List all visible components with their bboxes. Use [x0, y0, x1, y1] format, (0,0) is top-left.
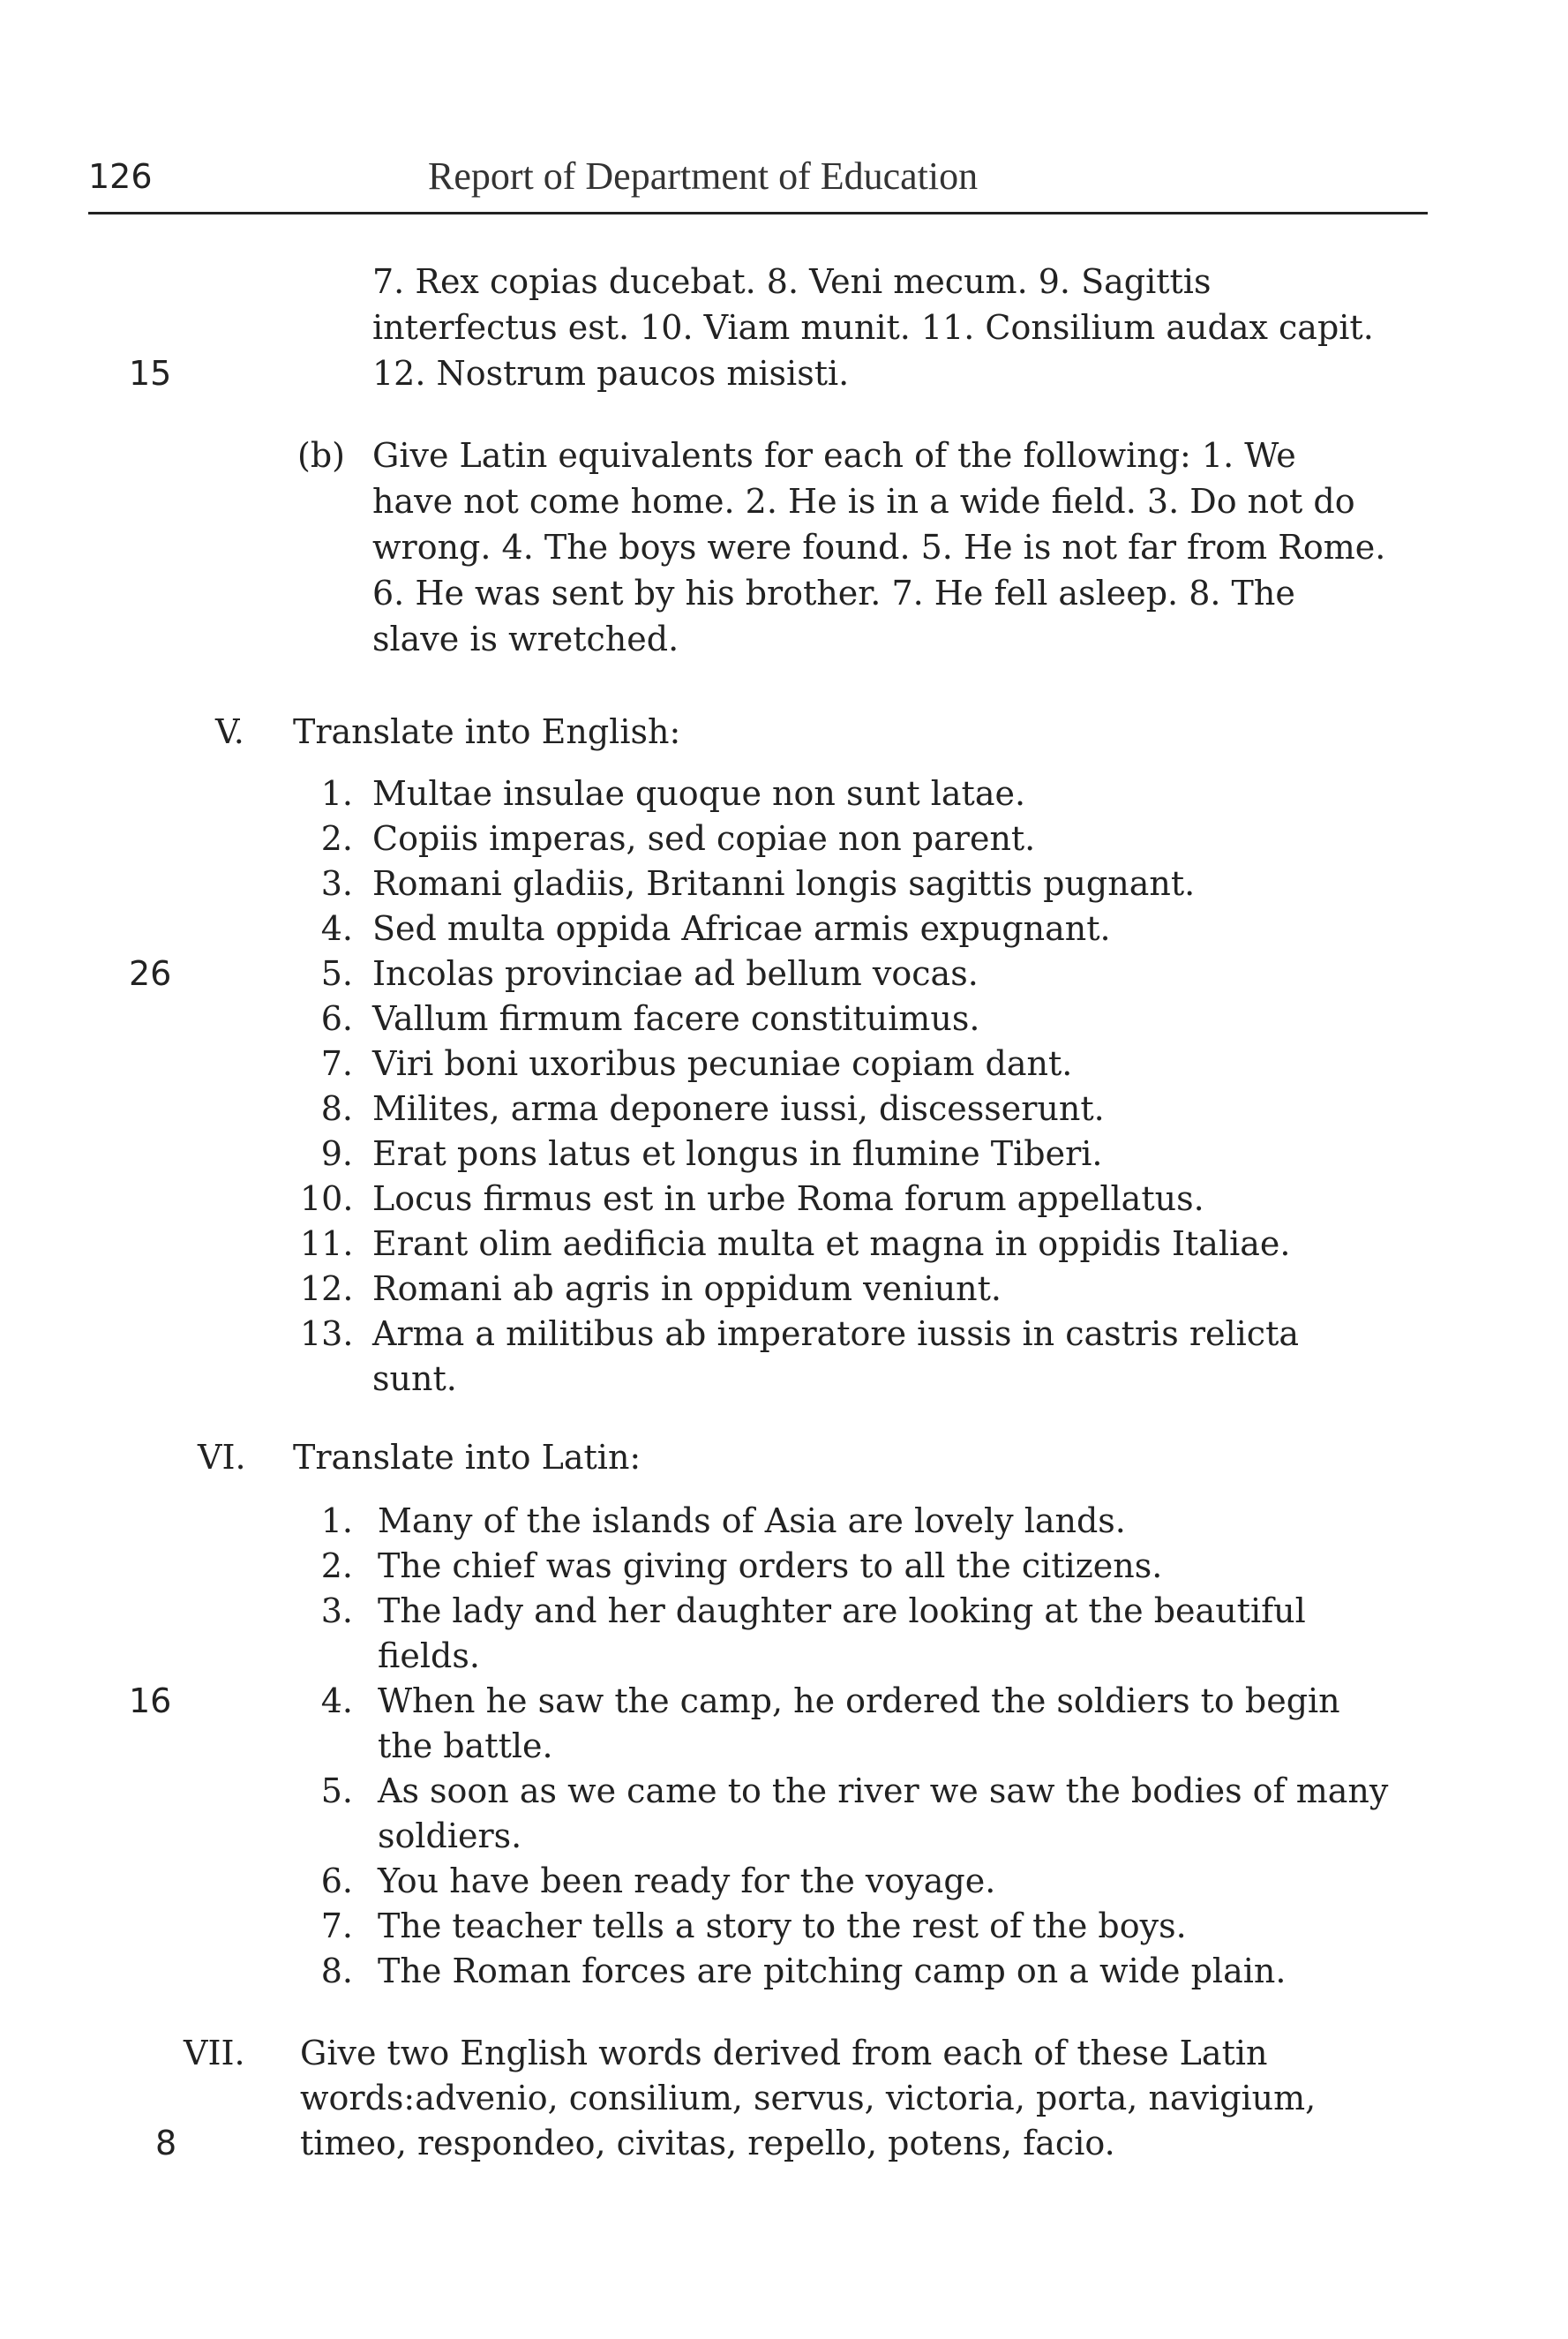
section-v-heading: Translate into English: [293, 712, 681, 751]
item-number: 4. [320, 909, 353, 948]
part-b-line: have not come home. 2. He is in a wide field. 3. Do not do [372, 482, 1355, 521]
item-text: Copiis imperas, sed copiae non parent. [372, 819, 1036, 858]
item-text: Multae insulae quoque non sunt latae. [372, 774, 1026, 813]
item-number: 13. [300, 1314, 354, 1353]
item-number: 3. [320, 864, 353, 903]
item-text: You have been ready for the voyage. [378, 1861, 996, 1900]
item-number: 8. [320, 1089, 353, 1128]
part-b-line: slave is wretched. [372, 620, 679, 658]
section-v-numeral: V. [215, 712, 244, 751]
item-number: 9. [320, 1134, 353, 1173]
item-number: 6. [320, 999, 353, 1038]
page-number: 126 [88, 157, 153, 196]
item-number: 1. [320, 774, 353, 813]
item-number: 4. [320, 1681, 353, 1720]
item-text: The chief was giving orders to all the citizens. [378, 1546, 1163, 1585]
section-vi-heading: Translate into Latin: [293, 1438, 641, 1477]
section-vii-line: words:advenio, consilium, servus, victoria, porta, navigium, [300, 2079, 1317, 2117]
item-text: Arma a militibus ab imperatore iussis in castris relicta [372, 1314, 1300, 1353]
item-text: The teacher tells a story to the rest of the boys. [378, 1907, 1187, 1945]
item-number: 1. [320, 1501, 353, 1540]
section-vii-numeral: VII. [184, 2034, 245, 2072]
item-number: 2. [320, 819, 353, 858]
item-text: Erat pons latus et longus in flumine Tiberi. [372, 1134, 1103, 1173]
item-text: When he saw the camp, he ordered the soldiers to begin [378, 1681, 1340, 1720]
page-header [88, 154, 1428, 214]
item-number: 5. [320, 954, 353, 993]
item-number: 3. [320, 1591, 353, 1630]
item-number: 6. [320, 1861, 353, 1900]
part-b-line: Give Latin equivalents for each of the following: 1. We [372, 436, 1296, 475]
margin-mark: 26 [129, 954, 172, 993]
item-text: soldiers. [378, 1816, 522, 1855]
item-text: Erant olim aedificia multa et magna in oppidis Italiae. [372, 1224, 1291, 1263]
item-text: As soon as we came to the river we saw the bodies of many [378, 1771, 1389, 1810]
item-text: The lady and her daughter are looking at the beautiful [378, 1591, 1306, 1630]
item-text: Romani gladiis, Britanni longis sagittis pugnant. [372, 864, 1196, 903]
item-text: Milites, arma deponere iussi, discesserunt. [372, 1089, 1105, 1128]
section-vi-numeral: VI. [198, 1438, 246, 1477]
item-text: Incolas provinciae ad bellum vocas. [372, 954, 979, 993]
item-text: Viri boni uxoribus pecuniae copiam dant. [372, 1044, 1073, 1083]
item-text: Many of the islands of Asia are lovely lands. [378, 1501, 1126, 1540]
margin-mark: 16 [129, 1681, 172, 1720]
margin-mark: 15 [129, 354, 172, 393]
item-number: 8. [320, 1952, 353, 1990]
section-vii-line: Give two English words derived from each of these Latin [300, 2034, 1268, 2072]
continuation-line: 7. Rex copias ducebat. 8. Veni mecum. 9. Sagittis [372, 262, 1212, 301]
continuation-line: 12. Nostrum paucos misisti. [372, 354, 850, 393]
item-text: fields. [378, 1636, 480, 1675]
continuation-line: interfectus est. 10. Viam munit. 11. Consilium audax capit. [372, 308, 1374, 347]
item-number: 12. [300, 1269, 354, 1308]
item-number: 5. [320, 1771, 353, 1810]
item-number: 7. [320, 1907, 353, 1945]
part-b-line: wrong. 4. The boys were found. 5. He is not far from Rome. [372, 528, 1386, 567]
item-text: sunt. [372, 1359, 457, 1398]
item-number: 7. [320, 1044, 353, 1083]
part-b-line: 6. He was sent by his brother. 7. He fell asleep. 8. The [372, 574, 1295, 613]
item-text: The Roman forces are pitching camp on a wide plain. [378, 1952, 1287, 1990]
item-number: 11. [300, 1224, 354, 1263]
item-text: Sed multa oppida Africae armis expugnant. [372, 909, 1111, 948]
item-text: Romani ab agris in oppidum veniunt. [372, 1269, 1002, 1308]
running-title: Report of Department of Education [428, 154, 979, 198]
item-number: 10. [300, 1179, 354, 1218]
item-text: Locus firmus est in urbe Roma forum appellatus. [372, 1179, 1204, 1218]
item-text: Vallum firmum facere constituimus. [372, 999, 980, 1038]
margin-mark: 8 [155, 2124, 177, 2162]
item-text: the battle. [378, 1726, 553, 1765]
section-vii-line: timeo, respondeo, civitas, repello, potens, facio. [300, 2124, 1115, 2162]
part-b-label: (b) [297, 436, 345, 475]
item-number: 2. [320, 1546, 353, 1585]
